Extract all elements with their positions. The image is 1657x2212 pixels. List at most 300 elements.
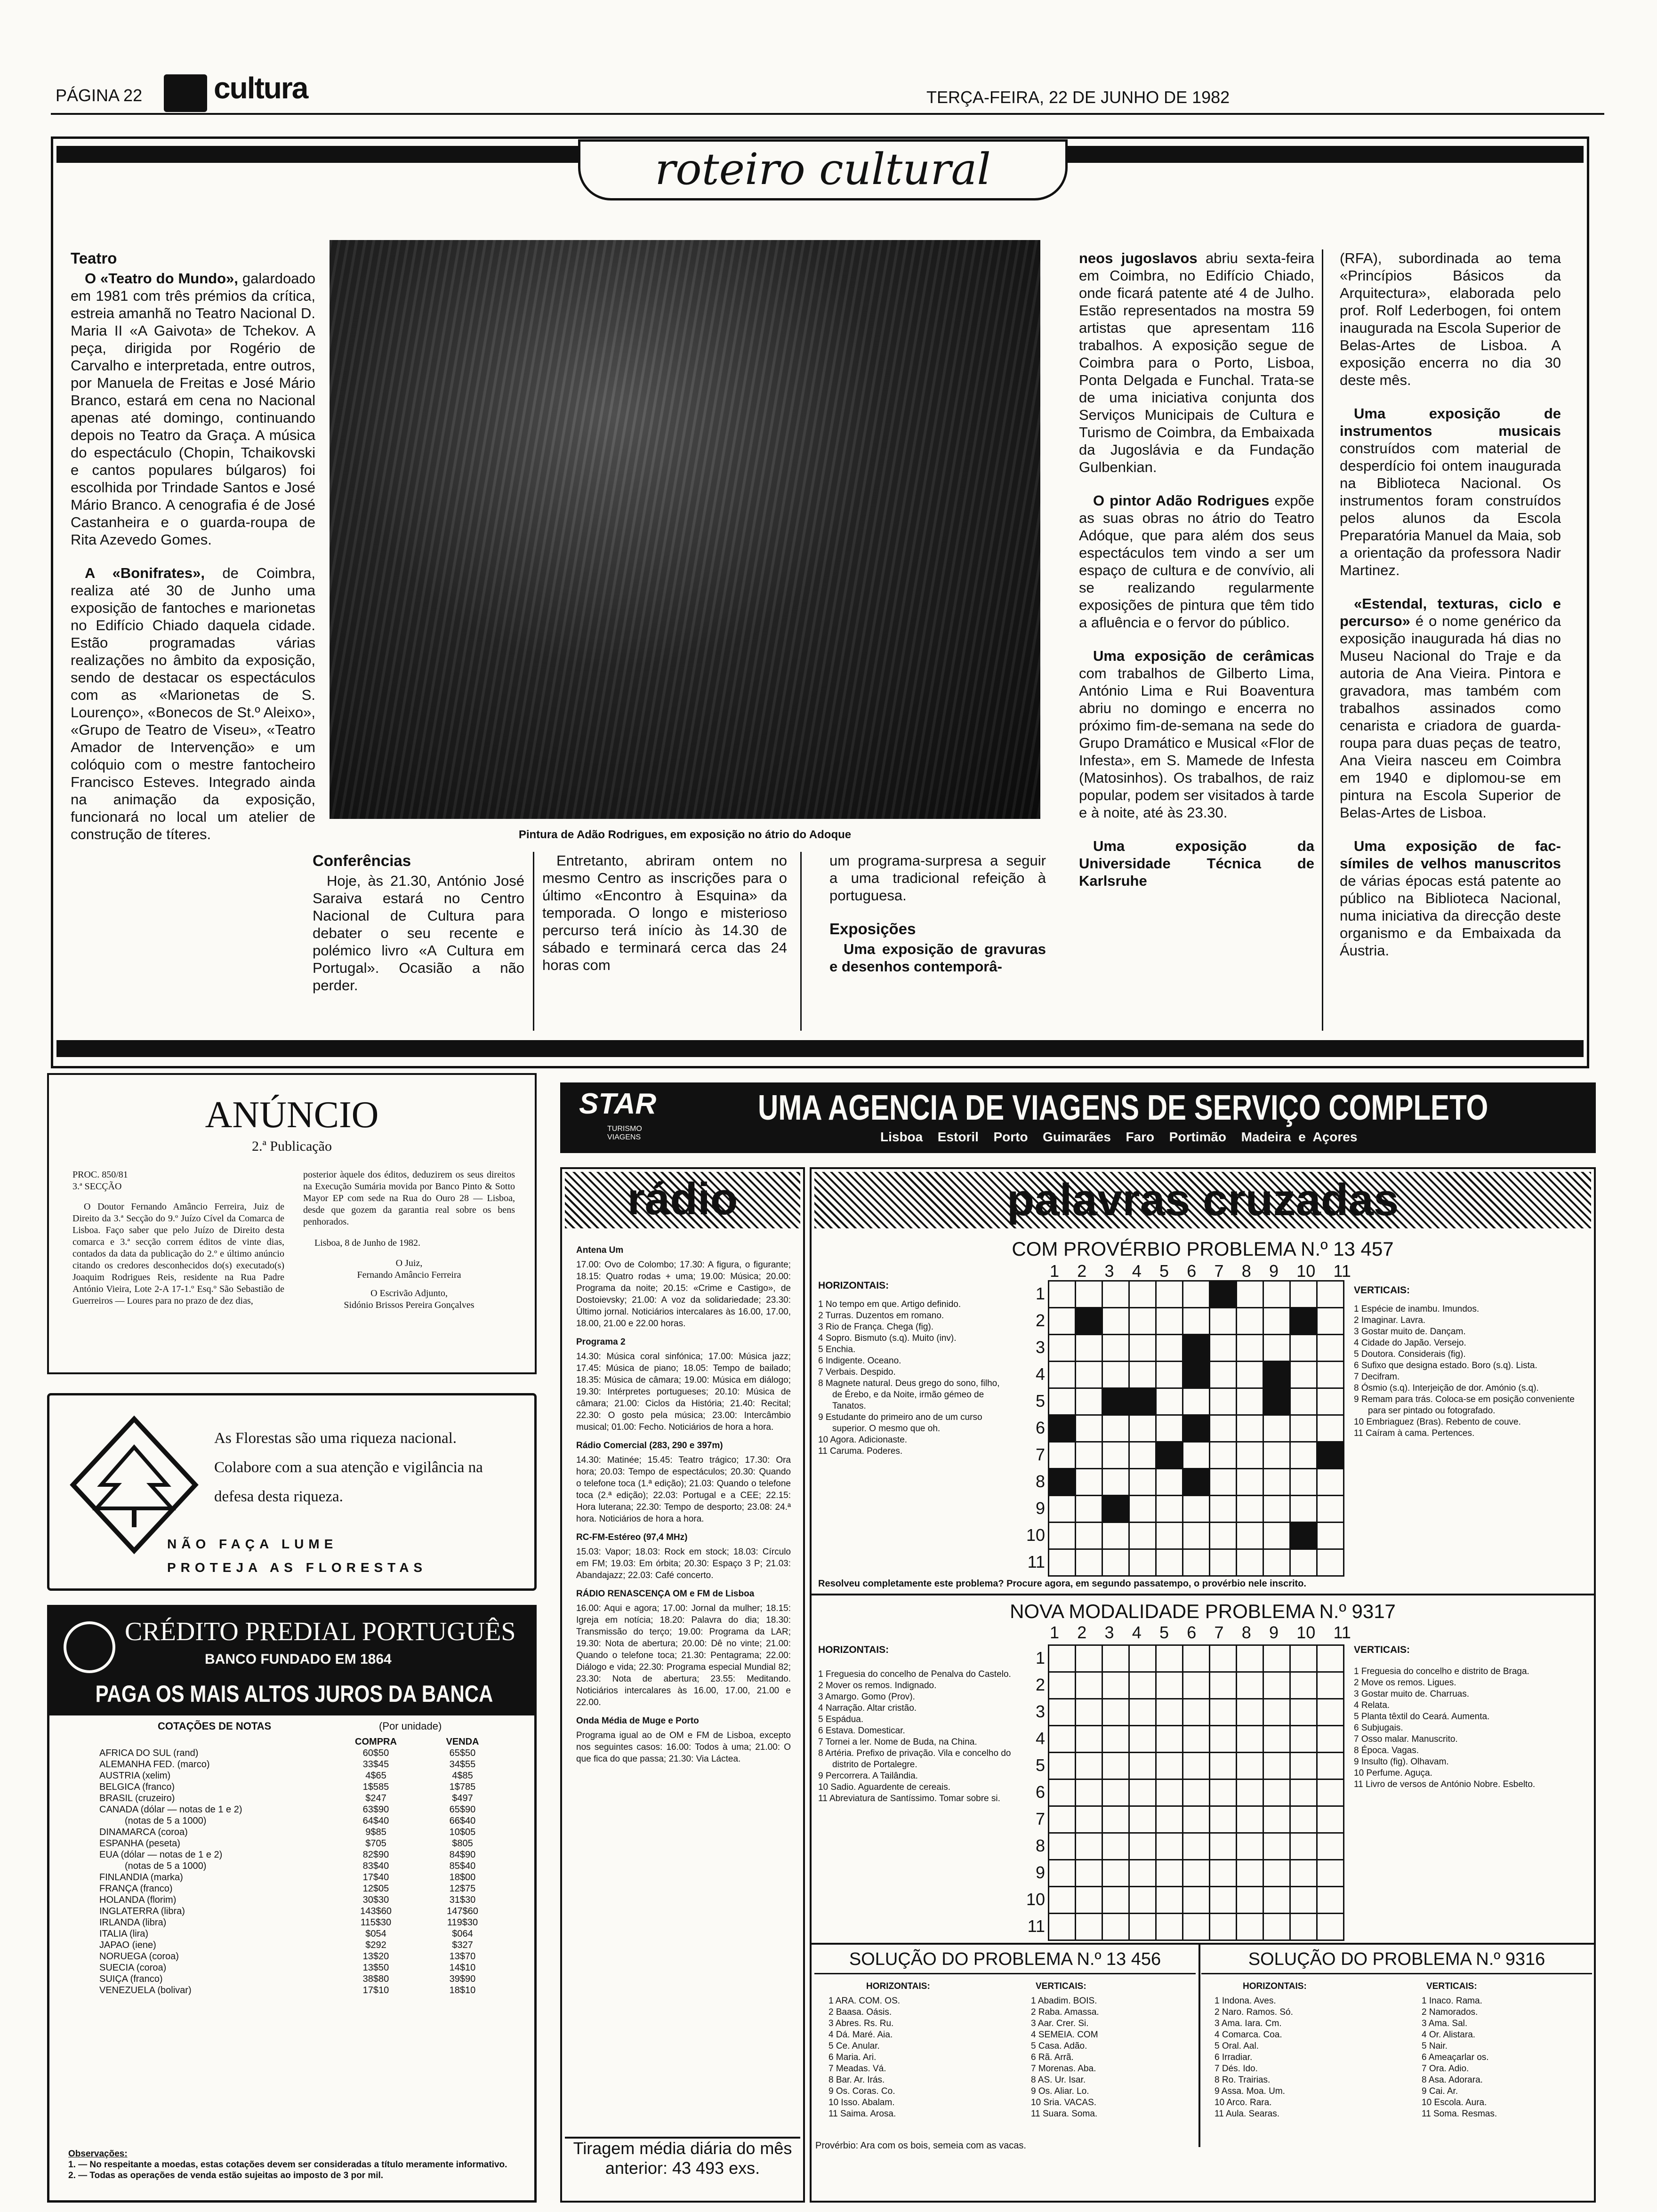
clue-line: 2 Namorados. xyxy=(1422,2007,1478,2017)
grid-cell[interactable] xyxy=(1049,1496,1076,1523)
grid-cell[interactable] xyxy=(1210,1699,1237,1726)
fx-buy: 83$40 xyxy=(362,1861,389,1871)
grid-cell[interactable] xyxy=(1290,1281,1317,1308)
grid-cell[interactable] xyxy=(1076,1833,1102,1860)
grid-column-number: 11 xyxy=(1333,1623,1351,1642)
grid-cell[interactable] xyxy=(1129,1860,1156,1887)
grid-cell[interactable] xyxy=(1290,1833,1317,1860)
fx-sell: 84$90 xyxy=(449,1850,476,1860)
expo-instrumentos: Uma exposição de instrumentos musicais construídos com material de desperdício foi ontem inaugurada na Biblioteca Nacional. Os instrumentos foram construídos pelos alunos da Escola Preparatória Manuel da Maia, sob a orientação da professora Nadir Martinez. xyxy=(1340,405,1561,578)
grid-cell[interactable] xyxy=(1102,1308,1129,1335)
grid-cell[interactable] xyxy=(1290,1442,1317,1469)
radio-schedule: Programa igual ao de OM e FM de Lisboa, excepto nos seguintes casos: 16.00: Todos à uma; 21.00: O que fica do que passa; 21.30: Via Láctea. xyxy=(576,1731,791,1764)
grid-cell[interactable] xyxy=(1102,1645,1129,1672)
star-cities: Lisboa Estoril Porto Guimarães Faro Portimão Madeira e Açores xyxy=(880,1130,1358,1144)
grid-cell[interactable] xyxy=(1183,1388,1210,1415)
fx-currency: ALEMANHA FED. (marco) xyxy=(99,1759,210,1770)
grid-cell[interactable] xyxy=(1076,1779,1102,1806)
grid-cell[interactable] xyxy=(1263,1860,1290,1887)
grid-cell[interactable] xyxy=(1210,1415,1237,1442)
grid-cell[interactable] xyxy=(1183,1779,1210,1806)
grid-cell[interactable] xyxy=(1263,1496,1290,1523)
grid-cell[interactable] xyxy=(1317,1887,1344,1914)
grid-cell[interactable] xyxy=(1290,1806,1317,1833)
grid-cell[interactable] xyxy=(1129,1469,1156,1496)
grid-cell[interactable] xyxy=(1129,1335,1156,1362)
solution-1-horizontal xyxy=(828,1996,1007,2120)
grid-cell[interactable] xyxy=(1263,1779,1290,1806)
grid-cell[interactable] xyxy=(1156,1549,1183,1576)
grid-cell[interactable] xyxy=(1237,1362,1263,1388)
expo-karlsruhe: Uma exposição da Universidade Técnica de Karlsruhe xyxy=(1079,838,1314,889)
grid-cell[interactable] xyxy=(1237,1699,1263,1726)
grid-cell[interactable] xyxy=(1237,1887,1263,1914)
grid-cell[interactable] xyxy=(1129,1914,1156,1940)
radio-station: Onda Média de Muge e Porto xyxy=(576,1716,699,1726)
grid-cell[interactable] xyxy=(1156,1753,1183,1779)
grid-cell[interactable] xyxy=(1076,1699,1102,1726)
grid-cell[interactable] xyxy=(1183,1281,1210,1308)
fx-currency: (notas de 5 a 1000) xyxy=(125,1816,207,1826)
grid-cell[interactable] xyxy=(1049,1523,1076,1549)
grid-cell[interactable] xyxy=(1156,1496,1183,1523)
grid-cell[interactable] xyxy=(1263,1523,1290,1549)
grid-cell[interactable] xyxy=(1237,1442,1263,1469)
problem-1-title: COM PROVÉRBIO PROBLEMA N.º 13 457 xyxy=(1012,1238,1394,1260)
grid-cell[interactable] xyxy=(1102,1523,1129,1549)
grid-cell[interactable] xyxy=(1156,1388,1183,1415)
grid-cell[interactable] xyxy=(1263,1699,1290,1726)
grid-cell[interactable] xyxy=(1129,1308,1156,1335)
column-teatro xyxy=(71,249,315,859)
clue-line: 4 SEMEIA. COM xyxy=(1031,2030,1098,2040)
grid-cell[interactable] xyxy=(1076,1914,1102,1940)
grid-cell[interactable] xyxy=(1237,1469,1263,1496)
grid-cell[interactable] xyxy=(1183,1914,1210,1940)
grid-cell[interactable] xyxy=(1183,1726,1210,1753)
grid-cell[interactable] xyxy=(1156,1308,1183,1335)
grid-cell[interactable] xyxy=(1210,1335,1237,1362)
grid-cell[interactable] xyxy=(1049,1672,1076,1699)
grid-row-number: 10 xyxy=(1026,1525,1045,1545)
grid-cell[interactable] xyxy=(1076,1887,1102,1914)
clue-line: 2 Imaginar. Lavra. xyxy=(1354,1315,1426,1325)
grid-cell[interactable] xyxy=(1290,1645,1317,1672)
problem-1-column-numbers xyxy=(1050,1261,1351,1281)
grid-cell[interactable] xyxy=(1317,1523,1344,1549)
grid-cell[interactable] xyxy=(1129,1887,1156,1914)
grid-cell[interactable] xyxy=(1076,1442,1102,1469)
page-date: TERÇA-FEIRA, 22 DE JUNHO DE 1982 xyxy=(926,88,1230,107)
grid-cell[interactable] xyxy=(1317,1308,1344,1335)
grid-cell[interactable] xyxy=(1156,1672,1183,1699)
grid-cell[interactable] xyxy=(1102,1469,1129,1496)
column-divider xyxy=(533,852,534,1031)
grid-cell[interactable] xyxy=(1290,1549,1317,1576)
grid-cell[interactable] xyxy=(1156,1887,1183,1914)
grid-cell[interactable] xyxy=(1049,1388,1076,1415)
grid-cell[interactable] xyxy=(1156,1699,1183,1726)
grid-cell[interactable] xyxy=(1049,1887,1076,1914)
grid-cell[interactable] xyxy=(1049,1335,1076,1362)
grid-cell[interactable] xyxy=(1237,1496,1263,1523)
grid-cell[interactable] xyxy=(1317,1699,1344,1726)
grid-cell[interactable] xyxy=(1049,1833,1076,1860)
grid-cell[interactable] xyxy=(1076,1645,1102,1672)
grid-cell[interactable] xyxy=(1102,1887,1129,1914)
grid-cell[interactable] xyxy=(1049,1308,1076,1335)
grid-cell[interactable] xyxy=(1237,1726,1263,1753)
grid-cell[interactable] xyxy=(1076,1362,1102,1388)
clue-line: 6 Maria. Ari. xyxy=(828,2052,877,2062)
grid-cell[interactable] xyxy=(1129,1645,1156,1672)
grid-cell[interactable] xyxy=(1049,1753,1076,1779)
grid-row-number: 8 xyxy=(1035,1836,1045,1855)
fx-currency: EUA (dólar — notas de 1 e 2) xyxy=(99,1850,223,1860)
fx-currency: SUIÇA (franco) xyxy=(99,1974,163,1984)
grid-cell[interactable] xyxy=(1129,1672,1156,1699)
grid-cell[interactable] xyxy=(1183,1699,1210,1726)
grid-cell[interactable] xyxy=(1210,1388,1237,1415)
grid-cell[interactable] xyxy=(1102,1362,1129,1388)
grid-cell[interactable] xyxy=(1156,1726,1183,1753)
radio-schedule: 15.03: Vapor; 18.03: Rock em stock; 18.03: Círculo em FM; 19.03: Em órbita; 20.30: Espaço 3 P; 21.03: Abandajazz; 22.03: Café concerto. xyxy=(576,1547,791,1580)
grid-cell[interactable] xyxy=(1129,1549,1156,1576)
fx-sell: 18$10 xyxy=(449,1985,476,1996)
grid-cell[interactable] xyxy=(1049,1914,1076,1940)
grid-cell[interactable] xyxy=(1317,1335,1344,1362)
clue-line: 11 Aula. Searas. xyxy=(1215,2109,1280,2119)
grid-cell[interactable] xyxy=(1183,1833,1210,1860)
problem-1-vertical-clues xyxy=(1354,1304,1589,1439)
column-exposicoes-3 xyxy=(1340,249,1561,975)
teatro-paragraph-1: O «Teatro do Mundo», galardoado em 1981 com três prémios da crítica, estreia amanhã no Teatro Nacional D. Maria II «A Gaivota» de Tchekov. A peça, dirigida por Rogério de Carvalho e interpretada, entre outros, por Manuela de Freitas e José Mário Branco, estará em cena no Nacional apenas até domingo, continuando depois no Teatro da Graça. A música do espectáculo (Chopin, Tchaikovski e cantos populares búlgaros) foi escolhida por Trindade Santos e José Mário Branco. A cenografia é de José Castanheira e o guarda-roupa de Rita Azevedo Gomes. xyxy=(71,270,315,548)
grid-cell[interactable] xyxy=(1290,1726,1317,1753)
grid-cell[interactable] xyxy=(1317,1753,1344,1779)
fx-buy: 9$85 xyxy=(365,1827,386,1837)
clue-line: 2 Baasa. Oásis. xyxy=(828,2007,892,2017)
grid-cell[interactable] xyxy=(1237,1914,1263,1940)
grid-cell[interactable] xyxy=(1237,1779,1263,1806)
clue-line: 9 Os. Coras. Co. xyxy=(828,2086,895,2096)
grid-cell[interactable] xyxy=(1129,1726,1156,1753)
grid-cell[interactable] xyxy=(1263,1549,1290,1576)
fx-row xyxy=(97,1827,501,1838)
grid-cell[interactable] xyxy=(1049,1806,1076,1833)
grid-cell[interactable] xyxy=(1156,1469,1183,1496)
grid-cell[interactable] xyxy=(1210,1860,1237,1887)
grid-cell[interactable] xyxy=(1156,1779,1183,1806)
clue-line: 6 Indigente. Oceano. xyxy=(818,1356,901,1366)
grid-cell[interactable] xyxy=(1049,1281,1076,1308)
grid-cell[interactable] xyxy=(1263,1726,1290,1753)
grid-cell[interactable] xyxy=(1076,1860,1102,1887)
grid-cell[interactable] xyxy=(1237,1833,1263,1860)
clue-line: 10 Agora. Adicionaste. xyxy=(818,1435,908,1445)
grid-cell[interactable] xyxy=(1210,1523,1237,1549)
grid-cell[interactable] xyxy=(1290,1415,1317,1442)
clue-line: 1 ARA. COM. OS. xyxy=(828,1996,901,2006)
grid-cell[interactable] xyxy=(1263,1806,1290,1833)
grid-cell[interactable] xyxy=(1210,1469,1237,1496)
grid-cell[interactable] xyxy=(1156,1645,1183,1672)
clue-line: 7 Morenas. Aba. xyxy=(1031,2064,1096,2074)
grid-cell[interactable] xyxy=(1237,1645,1263,1672)
grid-cell[interactable] xyxy=(1183,1887,1210,1914)
grid-cell[interactable] xyxy=(1317,1833,1344,1860)
grid-cell[interactable] xyxy=(1183,1523,1210,1549)
grid-cell[interactable] xyxy=(1317,1672,1344,1699)
grid-cell[interactable] xyxy=(1317,1914,1344,1940)
grid-cell[interactable] xyxy=(1102,1779,1129,1806)
grid-cell[interactable] xyxy=(1049,1860,1076,1887)
clue-line: 9 Os. Aliar. Lo. xyxy=(1031,2086,1089,2096)
grid-cell[interactable] xyxy=(1076,1806,1102,1833)
fx-sell: 65$90 xyxy=(449,1804,476,1815)
grid-cell[interactable] xyxy=(1317,1779,1344,1806)
grid-cell[interactable] xyxy=(1102,1415,1129,1442)
grid-cell[interactable] xyxy=(1263,1415,1290,1442)
grid-cell[interactable] xyxy=(1102,1672,1129,1699)
grid-cell[interactable] xyxy=(1237,1806,1263,1833)
grid-cell-black xyxy=(1263,1388,1290,1415)
grid-cell[interactable] xyxy=(1156,1914,1183,1940)
grid-cell[interactable] xyxy=(1049,1362,1076,1388)
grid-cell[interactable] xyxy=(1263,1335,1290,1362)
grid-cell[interactable] xyxy=(1129,1833,1156,1860)
grid-cell[interactable] xyxy=(1290,1388,1317,1415)
solutions-mid-divider xyxy=(1199,1945,1200,2147)
grid-cell[interactable] xyxy=(1237,1281,1263,1308)
fx-row xyxy=(97,1928,501,1940)
grid-cell[interactable] xyxy=(1237,1415,1263,1442)
grid-cell[interactable] xyxy=(1156,1833,1183,1860)
grid-cell[interactable] xyxy=(1237,1753,1263,1779)
grid-cell[interactable] xyxy=(1076,1388,1102,1415)
clue-line: 8 Ro. Trairias. xyxy=(1215,2075,1271,2085)
grid-cell[interactable] xyxy=(1317,1645,1344,1672)
grid-cell[interactable] xyxy=(1183,1645,1210,1672)
grid-cell[interactable] xyxy=(1210,1806,1237,1833)
radio-schedule: 16.00: Aqui e agora; 17.00: Jornal da mulher; 18.15: Igreja em notícia; 18.20: Palavra do dia; 18.30: Transmissão do terço; 19.00: Programa da LAR; 19.30: Nota de abertura; 20.00: Dê no vinte; 21.00: Quando o telefone toca; 21.30: Pentagrama; 22.00: Diálogo e vida; 22.30: Programa especial Mundial 82; 23.30: Nota de abertura; 23.55: Meditando. Noticiários intercalares às 16.00, 17.00, 21.00 e 22.00. xyxy=(576,1603,791,1707)
grid-cell[interactable] xyxy=(1102,1549,1129,1576)
grid-cell[interactable] xyxy=(1290,1672,1317,1699)
grid-cell[interactable] xyxy=(1237,1388,1263,1415)
grid-cell[interactable] xyxy=(1290,1914,1317,1940)
grid-cell[interactable] xyxy=(1237,1308,1263,1335)
grid-cell[interactable] xyxy=(1102,1860,1129,1887)
grid-cell[interactable] xyxy=(1129,1496,1156,1523)
grid-cell[interactable] xyxy=(1183,1860,1210,1887)
grid-cell[interactable] xyxy=(1076,1726,1102,1753)
fx-sell: 13$70 xyxy=(449,1951,476,1962)
grid-cell[interactable] xyxy=(1183,1308,1210,1335)
fx-currency: VENEZUELA (bolivar) xyxy=(99,1985,192,1996)
grid-cell[interactable] xyxy=(1317,1496,1344,1523)
grid-column-number: 10 xyxy=(1296,1261,1316,1281)
grid-cell[interactable] xyxy=(1049,1726,1076,1753)
grid-cell[interactable] xyxy=(1290,1699,1317,1726)
grid-cell[interactable] xyxy=(1156,1415,1183,1442)
grid-cell[interactable] xyxy=(1263,1833,1290,1860)
bank-slogan: PAGA OS MAIS ALTOS JUROS DA BANCA xyxy=(95,1680,493,1707)
grid-cell[interactable] xyxy=(1237,1335,1263,1362)
grid-cell[interactable] xyxy=(1317,1362,1344,1388)
grid-cell[interactable] xyxy=(1129,1753,1156,1779)
grid-cell[interactable] xyxy=(1210,1496,1237,1523)
grid-cell[interactable] xyxy=(1210,1833,1237,1860)
grid-cell[interactable] xyxy=(1049,1645,1076,1672)
grid-cell[interactable] xyxy=(1102,1281,1129,1308)
grid-cell[interactable] xyxy=(1102,1442,1129,1469)
radio-schedule: 14.30: Música coral sinfónica; 17.00: Música jazz; 17.45: Música de piano; 18.05: Tempo de bailado; 18.35: Música de câmara; 19.00: Música em diálogo; 19.30: Intérpretes portugueses; 20.10: Música de câmara; 21.00: Ciclos da História; 21.40: Recital; 22.30: O gosto pela música; 23.00: Intercâmbio musical; 01.00: Fecho. Noticiários de hora a hora. xyxy=(576,1352,791,1432)
grid-cell[interactable] xyxy=(1210,1887,1237,1914)
grid-cell[interactable] xyxy=(1102,1806,1129,1833)
grid-cell[interactable] xyxy=(1076,1523,1102,1549)
clue-line: 8 Época. Vagas. xyxy=(1354,1746,1419,1755)
grid-cell[interactable] xyxy=(1076,1335,1102,1362)
grid-cell-black xyxy=(1102,1388,1129,1415)
grid-cell[interactable] xyxy=(1156,1523,1183,1549)
grid-cell[interactable] xyxy=(1290,1335,1317,1362)
grid-cell[interactable] xyxy=(1290,1496,1317,1523)
grid-cell[interactable] xyxy=(1263,1308,1290,1335)
grid-cell[interactable] xyxy=(1210,1779,1237,1806)
grid-cell[interactable] xyxy=(1183,1549,1210,1576)
clue-line: 7 Ora. Adio. xyxy=(1422,2064,1469,2074)
grid-cell[interactable] xyxy=(1237,1549,1263,1576)
grid-cell[interactable] xyxy=(1183,1806,1210,1833)
grid-cell[interactable] xyxy=(1237,1523,1263,1549)
clue-line: 11 Abreviatura de Santíssimo. Tomar sobre si. xyxy=(818,1794,1000,1803)
grid-cell[interactable] xyxy=(1129,1699,1156,1726)
grid-cell[interactable] xyxy=(1210,1914,1237,1940)
grid-cell[interactable] xyxy=(1102,1753,1129,1779)
grid-cell[interactable] xyxy=(1317,1415,1344,1442)
clue-line: 8 Bar. Ar. Irás. xyxy=(828,2075,885,2085)
expo-manuscritos: Uma exposição de fac-símiles de velhos manuscritos de várias épocas está patente ao público na Biblioteca Nacional, numa iniciativa da direcção deste organismo e da Embaixada da Áustria. xyxy=(1340,838,1561,959)
grid-cell[interactable] xyxy=(1076,1496,1102,1523)
grid-cell[interactable] xyxy=(1129,1779,1156,1806)
grid-cell[interactable] xyxy=(1076,1415,1102,1442)
grid-cell[interactable] xyxy=(1317,1469,1344,1496)
grid-cell[interactable] xyxy=(1317,1388,1344,1415)
grid-cell[interactable] xyxy=(1317,1281,1344,1308)
grid-cell[interactable] xyxy=(1183,1753,1210,1779)
grid-cell[interactable] xyxy=(1263,1887,1290,1914)
anuncio-title: ANÚNCIO xyxy=(205,1094,379,1136)
grid-cell[interactable] xyxy=(1263,1281,1290,1308)
grid-cell[interactable] xyxy=(1237,1672,1263,1699)
grid-cell[interactable] xyxy=(1290,1362,1317,1388)
grid-cell[interactable] xyxy=(1049,1442,1076,1469)
grid-cell[interactable] xyxy=(1076,1753,1102,1779)
grid-cell[interactable] xyxy=(1263,1442,1290,1469)
grid-row-number: 11 xyxy=(1027,1552,1045,1571)
clue-line: 9 Percorrera. A Tailândia. xyxy=(818,1771,918,1781)
grid-cell[interactable] xyxy=(1049,1779,1076,1806)
grid-cell[interactable] xyxy=(1210,1753,1237,1779)
grid-cell[interactable] xyxy=(1076,1672,1102,1699)
grid-cell[interactable] xyxy=(1076,1469,1102,1496)
grid-cell[interactable] xyxy=(1102,1335,1129,1362)
grid-cell[interactable] xyxy=(1290,1860,1317,1887)
clue-line: 2 Turras. Duzentos em romano. xyxy=(818,1311,944,1321)
grid-cell[interactable] xyxy=(1210,1726,1237,1753)
roteiro-bottom-bar xyxy=(56,1040,1584,1057)
grid-cell[interactable] xyxy=(1210,1672,1237,1699)
grid-cell[interactable] xyxy=(1263,1645,1290,1672)
grid-cell[interactable] xyxy=(1210,1308,1237,1335)
grid-row-number: 9 xyxy=(1035,1499,1045,1518)
grid-row-number: 2 xyxy=(1035,1675,1045,1694)
grid-cell[interactable] xyxy=(1076,1281,1102,1308)
clue-line: 10 Sria. VACAS. xyxy=(1031,2098,1097,2108)
grid-cell[interactable] xyxy=(1156,1806,1183,1833)
grid-cell[interactable] xyxy=(1210,1549,1237,1576)
grid-cell[interactable] xyxy=(1290,1887,1317,1914)
grid-cell[interactable] xyxy=(1317,1860,1344,1887)
conferencias-heading: Conferências xyxy=(313,852,411,869)
grid-cell[interactable] xyxy=(1290,1753,1317,1779)
grid-cell[interactable] xyxy=(1102,1699,1129,1726)
grid-cell[interactable] xyxy=(1049,1549,1076,1576)
fx-currency: HOLANDA (florim) xyxy=(99,1895,177,1905)
grid-cell[interactable] xyxy=(1129,1442,1156,1469)
grid-cell[interactable] xyxy=(1183,1442,1210,1469)
clue-line: 1 No tempo em que. Artigo definido. xyxy=(818,1299,961,1309)
grid-cell[interactable] xyxy=(1049,1699,1076,1726)
fx-buy: 4$65 xyxy=(365,1771,386,1781)
grid-cell[interactable] xyxy=(1210,1442,1237,1469)
fx-sell: 39$90 xyxy=(449,1974,476,1984)
grid-cell[interactable] xyxy=(1102,1833,1129,1860)
clue-line: 9 Assa. Moa. Um. xyxy=(1215,2086,1285,2096)
grid-cell[interactable] xyxy=(1129,1523,1156,1549)
grid-cell[interactable] xyxy=(1129,1362,1156,1388)
clue-line: 7 Tornei a ler. Nome de Buda, na China. xyxy=(818,1737,977,1747)
solution-2-vertical-label: VERTICAIS: xyxy=(1426,1981,1477,1991)
fx-currency: SUECIA (coroa) xyxy=(99,1963,167,1973)
grid-cell[interactable] xyxy=(1210,1645,1237,1672)
grid-cell[interactable] xyxy=(1102,1726,1129,1753)
grid-cell[interactable] xyxy=(1263,1672,1290,1699)
grid-cell[interactable] xyxy=(1263,1469,1290,1496)
grid-cell[interactable] xyxy=(1156,1362,1183,1388)
grid-cell[interactable] xyxy=(1263,1914,1290,1940)
grid-cell[interactable] xyxy=(1317,1806,1344,1833)
grid-cell[interactable] xyxy=(1183,1496,1210,1523)
grid-cell[interactable] xyxy=(1156,1860,1183,1887)
grid-cell[interactable] xyxy=(1210,1362,1237,1388)
fx-currency: CANADA (dólar — notas de 1 e 2) xyxy=(99,1804,242,1815)
grid-cell[interactable] xyxy=(1156,1281,1183,1308)
grid-cell[interactable] xyxy=(1183,1672,1210,1699)
grid-cell[interactable] xyxy=(1102,1914,1129,1940)
grid-cell[interactable] xyxy=(1129,1806,1156,1833)
grid-cell[interactable] xyxy=(1237,1860,1263,1887)
grid-cell[interactable] xyxy=(1263,1753,1290,1779)
grid-cell[interactable] xyxy=(1317,1726,1344,1753)
grid-cell[interactable] xyxy=(1129,1281,1156,1308)
grid-cell[interactable] xyxy=(1129,1415,1156,1442)
grid-cell[interactable] xyxy=(1076,1549,1102,1576)
grid-cell[interactable] xyxy=(1156,1335,1183,1362)
grid-cell[interactable] xyxy=(1317,1549,1344,1576)
solution-1-rule xyxy=(814,1973,1196,1974)
grid-cell[interactable] xyxy=(1290,1469,1317,1496)
grid-cell[interactable] xyxy=(1290,1779,1317,1806)
